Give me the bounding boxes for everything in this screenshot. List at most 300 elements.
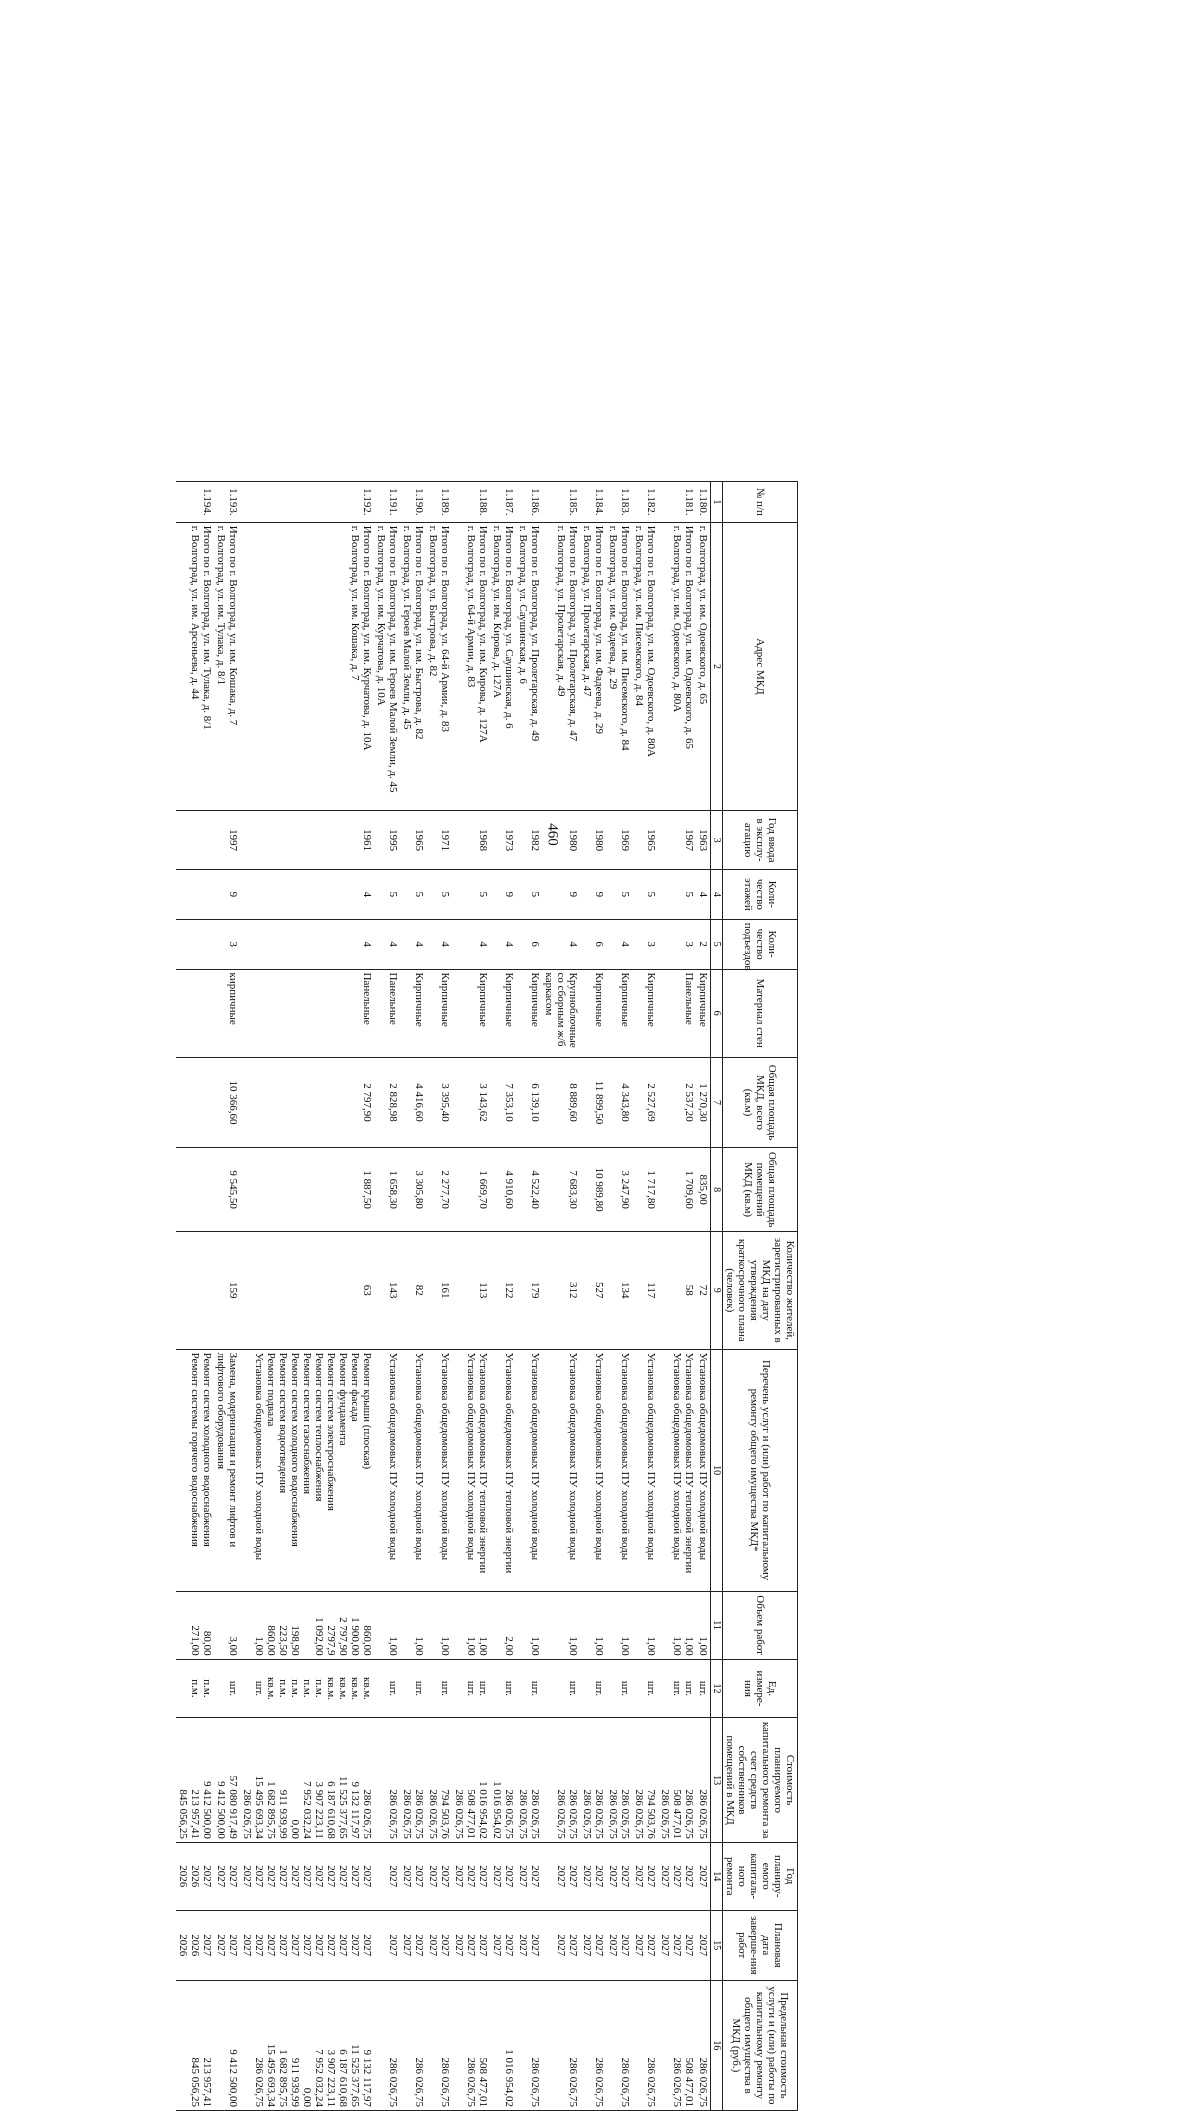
row-plan-year-line: 2027	[325, 1865, 337, 1888]
row-entrances: 3	[658, 919, 696, 969]
row-limit-cost	[606, 1980, 632, 2110]
row-address-line: г. Волгоград, ул. Пролетарская, д. 49	[555, 525, 567, 697]
row-work-volume-line: 1,00	[465, 1636, 477, 1656]
row-year-built	[176, 811, 214, 870]
row-end-date-line: 2027	[465, 1934, 477, 1957]
row-works-list-line: Ремонт системы горячего водоснабжения	[189, 1352, 201, 1547]
row-address	[580, 522, 606, 810]
row-floors: 4	[696, 870, 711, 920]
row-cost-line: 794 503,76	[439, 1789, 451, 1839]
row-end-date-line: 2027	[645, 1934, 657, 1957]
row-cost	[696, 1718, 711, 1842]
row-end-date-line: 2027	[453, 1934, 465, 1957]
row-number: 1.181.	[658, 482, 696, 523]
row-plan-year-line: 2027	[517, 1865, 529, 1888]
row-works-list-line: Установка общедомовых ПУ тепловой энергии	[683, 1352, 695, 1574]
row-limit-cost	[516, 1980, 542, 2110]
row-work-volume	[240, 1591, 374, 1659]
row-limit-cost-line: 911 939,99	[289, 2057, 301, 2107]
row-area-rooms: 1 658,30	[374, 1148, 400, 1232]
row-entrances: 4	[606, 919, 632, 969]
row-plan-year-line: 2027	[529, 1865, 541, 1888]
row-plan-year-line: 2027	[241, 1865, 253, 1888]
row-works-list	[658, 1349, 696, 1591]
row-residents: 159	[214, 1231, 240, 1349]
row-cost-line: 911 939,99	[277, 1789, 289, 1839]
row-limit-cost-line: 508 477,01	[683, 2057, 695, 2107]
row-floors: 5	[426, 870, 452, 920]
row-area-total: 6 139,10	[516, 1057, 542, 1148]
column-number-12: 12	[711, 1659, 723, 1718]
row-entrances: 4	[542, 919, 580, 969]
row-end-date-line: 2027	[253, 1934, 265, 1957]
row-work-volume	[516, 1591, 542, 1659]
row-address-line: г. Волгоград, ул. им. Кирова, д. 127А	[491, 525, 503, 698]
row-year-built: 1995	[374, 811, 400, 870]
row-limit-cost	[658, 1980, 696, 2110]
row-work-volume	[606, 1591, 632, 1659]
row-unit-line: шт.	[253, 1680, 265, 1697]
row-works-list-line: Установка общедомовых ПУ холодной воды	[439, 1352, 451, 1561]
row-address-line: г. Волгоград, ул. Быстрова, д. 82	[427, 525, 439, 677]
row-number: 1.193.	[214, 482, 240, 523]
row-work-volume-line: 1,00	[529, 1636, 541, 1656]
row-work-volume-line: 80,00	[201, 1630, 213, 1656]
row-plan-year-line: 2027	[289, 1865, 301, 1888]
row-residents: 161	[426, 1231, 452, 1349]
row-unit-line: п.м.	[313, 1679, 325, 1698]
row-cost-line: 286 026,75	[387, 1789, 399, 1839]
row-end-date	[374, 1910, 400, 1980]
row-area-rooms: 4 910,60	[490, 1148, 516, 1232]
row-entrances: 4	[490, 919, 516, 969]
row-entrances: 2	[696, 919, 711, 969]
row-plan-year	[452, 1842, 490, 1910]
row-limit-cost	[374, 1980, 400, 2110]
column-header-7: Общая площадь МКД, всего (кв.м)	[723, 1057, 798, 1148]
row-end-date-line: 2027	[491, 1934, 503, 1957]
row-plan-year	[214, 1842, 240, 1910]
column-header-13: Стоимость планируемого капитального ремонта за счет средств собственников помещений в МКД	[723, 1718, 798, 1842]
row-limit-cost-line: 213 957,41	[201, 2057, 213, 2107]
row-work-volume	[658, 1591, 696, 1659]
row-limit-cost	[632, 1980, 658, 2110]
row-limit-cost-line: 286 026,75	[413, 2057, 425, 2107]
row-unit-line: шт.	[227, 1680, 239, 1697]
row-unit-line: кв.м.	[265, 1676, 277, 1700]
row-year-built: 1961	[240, 811, 374, 870]
row-address-line: Итого по г. Волгоград, ул. им. Быстрова, д. 82	[413, 525, 425, 740]
row-work-volume	[580, 1591, 606, 1659]
row-work-volume-line: 1,00	[253, 1636, 265, 1656]
row-area-rooms: 9 545,50	[214, 1148, 240, 1232]
row-area-rooms: 3 305,80	[400, 1148, 426, 1232]
row-end-date-line: 2027	[337, 1934, 349, 1957]
row-plan-year	[240, 1842, 374, 1910]
row-floors: 5	[516, 870, 542, 920]
row-plan-year-line: 2027	[427, 1865, 439, 1888]
row-area-rooms: 835,00	[696, 1148, 711, 1232]
row-floors: 9	[490, 870, 516, 920]
row-address-line: г. Волгоград, ул. им. Кошака, д. 7	[349, 525, 361, 681]
row-works-list	[516, 1349, 542, 1591]
row-floors: 5	[632, 870, 658, 920]
row-floors	[176, 870, 214, 920]
row-plan-year-line: 2027	[683, 1865, 695, 1888]
row-address-line: Итого по г. Волгоград, ул. им. Курчатова, д. 10А	[361, 525, 373, 751]
row-area-total: 10 366,60	[214, 1057, 240, 1148]
row-work-volume-line: 198,90	[289, 1625, 301, 1656]
row-end-date	[214, 1910, 240, 1980]
row-plan-year-line: 2027	[313, 1865, 325, 1888]
row-cost-line: 286 026,75	[593, 1789, 605, 1839]
row-limit-cost-line: 15 495 693,34	[265, 2043, 277, 2107]
row-address-line: Итого по г. Волгоград, ул. им. Одоевского, д. 65	[683, 525, 695, 750]
row-unit	[580, 1659, 606, 1718]
table-row	[214, 482, 240, 2111]
row-unit	[632, 1659, 658, 1718]
row-limit-cost	[490, 1980, 516, 2110]
row-end-date-line: 2027	[227, 1934, 239, 1957]
row-area-rooms: 1 887,50	[240, 1148, 374, 1232]
row-address	[516, 522, 542, 810]
row-works-list-line: Установка общедомовых ПУ холодной воды	[593, 1352, 605, 1561]
row-plan-year-line: 2027	[607, 1865, 619, 1888]
row-residents: 527	[580, 1231, 606, 1349]
row-plan-year-line: 2027	[361, 1865, 373, 1888]
row-address-line: Итого по г. Волгоград, ул. им. Тулака, д. 8/1	[201, 525, 213, 730]
table-row	[426, 482, 452, 2111]
row-residents: 179	[516, 1231, 542, 1349]
row-end-date-line: 2027	[313, 1934, 325, 1957]
row-cost	[240, 1718, 374, 1842]
row-plan-year-line: 2027	[201, 1865, 213, 1888]
row-end-date	[696, 1910, 711, 1980]
row-end-date-line: 2027	[301, 1934, 313, 1957]
row-plan-year-line: 2027	[439, 1865, 451, 1888]
row-work-volume-line: 3,00	[227, 1636, 239, 1656]
column-number-4: 4	[711, 870, 723, 920]
column-header-8: Общая площадь помещений МКД (кв.м)	[723, 1148, 798, 1232]
row-cost-line: 3 907 223,11	[313, 1781, 325, 1839]
row-floors: 5	[658, 870, 696, 920]
row-entrances: 4	[426, 919, 452, 969]
row-address	[452, 522, 490, 810]
row-area-total: 2 527,69	[632, 1057, 658, 1148]
row-works-list	[400, 1349, 426, 1591]
row-unit	[542, 1659, 580, 1718]
row-wall-material: Кирпичные	[632, 969, 658, 1057]
column-header-5: Коли-чество подъездов	[723, 919, 798, 969]
row-year-built: 1980	[542, 811, 580, 870]
row-end-date	[400, 1910, 426, 1980]
row-plan-year	[696, 1842, 711, 1910]
row-cost-line: 6 187 610,68	[325, 1781, 337, 1839]
row-entrances: 6	[516, 919, 542, 969]
row-cost-line: 1 682 895,75	[265, 1781, 277, 1839]
row-floors: 9	[580, 870, 606, 920]
row-address	[214, 522, 240, 810]
row-plan-year-line: 2027	[349, 1865, 361, 1888]
row-limit-cost	[214, 1980, 240, 2110]
column-header-12: Ед. измере-ния	[723, 1659, 798, 1718]
row-floors: 5	[374, 870, 400, 920]
row-limit-cost-line: 845 056,25	[189, 2057, 201, 2107]
row-limit-cost-line: 1 016 954,02	[503, 2049, 515, 2107]
row-area-total: 2 537,20	[658, 1057, 696, 1148]
row-unit-line: кв.м.	[337, 1676, 349, 1700]
table-row	[374, 482, 400, 2111]
row-works-list-line: Замена, модернизация и ремонт лифтов и лифтового оборудования	[215, 1352, 239, 1548]
row-plan-year	[516, 1842, 542, 1910]
row-address	[606, 522, 632, 810]
row-address-line: г. Волгоград, ул. им. Одоевского, д. 80А	[671, 525, 683, 713]
row-end-date-line: 2027	[683, 1934, 695, 1957]
row-limit-cost-line: 286 026,75	[465, 2057, 477, 2107]
row-unit	[696, 1659, 711, 1718]
row-limit-cost	[400, 1980, 426, 2110]
row-plan-year	[176, 1842, 214, 1910]
row-work-volume-line: 860,00	[361, 1625, 373, 1656]
row-cost-line: 286 026,75	[401, 1789, 413, 1839]
row-year-built: 1997	[214, 811, 240, 870]
column-header-15: Плановая дата заверше-ния работ	[723, 1910, 798, 1980]
row-unit-line: шт.	[593, 1680, 605, 1697]
row-address-line: г. Волгоград, ул. Саушинская, д. 6	[517, 525, 529, 684]
table-row	[696, 482, 711, 2111]
row-wall-material: Панельные	[374, 969, 400, 1057]
row-cost	[176, 1718, 214, 1842]
row-cost	[452, 1718, 490, 1842]
row-residents: 82	[400, 1231, 426, 1349]
row-plan-year-line: 2027	[277, 1865, 289, 1888]
row-cost-line: 286 026,75	[361, 1789, 373, 1839]
column-header-9: Количество жителей, зарегистрированных в МКД на дату утверждения краткосрочного плана (человек)	[723, 1231, 798, 1349]
row-cost-line: 7 952 032,24	[301, 1781, 313, 1839]
row-works-list-line: Установка общедомовых ПУ холодной воды	[413, 1352, 425, 1561]
row-works-list	[374, 1349, 400, 1591]
row-plan-year-line: 2027	[387, 1865, 399, 1888]
row-year-built: 1965	[632, 811, 658, 870]
row-works-list	[490, 1349, 516, 1591]
row-number: 1.180.	[696, 482, 711, 523]
row-wall-material	[176, 969, 214, 1057]
row-address-line: г. Волгоград, ул. Пролетарская, д. 47	[581, 525, 593, 697]
row-works-list	[240, 1349, 374, 1591]
row-works-list-line: Ремонт подвала	[265, 1352, 277, 1427]
row-unit-line: шт.	[683, 1680, 695, 1697]
row-end-date-line: 2027	[697, 1934, 709, 1957]
row-end-date-line: 2026	[177, 1934, 189, 1957]
row-cost-line: 286 026,75	[619, 1789, 631, 1839]
row-plan-year	[426, 1842, 452, 1910]
row-works-list	[696, 1349, 711, 1591]
header-row	[723, 482, 798, 2111]
row-end-date-line: 2027	[517, 1934, 529, 1957]
row-area-rooms: 1 717,80	[632, 1148, 658, 1232]
row-floors: 9	[214, 870, 240, 920]
row-address-line: Итого по г. Волгоград, ул. Саушинская, д. 6	[503, 525, 515, 729]
row-end-date-line: 2027	[361, 1934, 373, 1957]
row-end-date-line: 2027	[241, 1934, 253, 1957]
row-address	[632, 522, 658, 810]
row-unit	[658, 1659, 696, 1718]
row-cost-line: 286 026,75	[683, 1789, 695, 1839]
row-cost	[632, 1718, 658, 1842]
row-cost	[580, 1718, 606, 1842]
row-address-line: г. Волгоград, ул. им. Фадеева, д. 29	[607, 525, 619, 690]
row-plan-year-line: 2027	[593, 1865, 605, 1888]
row-cost	[490, 1718, 516, 1842]
row-area-rooms: 3 247,90	[606, 1148, 632, 1232]
row-area-total: 7 353,10	[490, 1057, 516, 1148]
row-year-built: 1969	[606, 811, 632, 870]
row-plan-year	[374, 1842, 400, 1910]
row-cost	[658, 1718, 696, 1842]
row-number: 1.191.	[374, 482, 400, 523]
row-works-list-line: Установка общедомовых ПУ холодной воды	[253, 1352, 265, 1561]
column-number-11: 11	[711, 1591, 723, 1659]
row-area-total: 3 395,40	[426, 1057, 452, 1148]
row-end-date-line: 2027	[477, 1934, 489, 1957]
row-plan-year-line: 2027	[503, 1865, 515, 1888]
row-unit-line: п.м.	[301, 1679, 313, 1698]
row-cost	[374, 1718, 400, 1842]
row-floors: 5	[452, 870, 490, 920]
row-cost	[214, 1718, 240, 1842]
row-number: 1.194.	[176, 482, 214, 523]
row-work-volume-line: 1,00	[671, 1636, 683, 1656]
row-work-volume-line: 1 900,00	[349, 1617, 361, 1656]
row-cost-line: 213 957,41	[189, 1789, 201, 1839]
row-limit-cost-line: 286 026,75	[593, 2057, 605, 2107]
row-wall-material: Кирпичные	[452, 969, 490, 1057]
row-wall-material: Кирпичные	[490, 969, 516, 1057]
row-unit	[240, 1659, 374, 1718]
row-plan-year	[658, 1842, 696, 1910]
row-cost	[516, 1718, 542, 1842]
row-address-line: Итого по г. Волгоград, ул. Пролетарская, д. 49	[529, 525, 541, 742]
row-unit-line: шт.	[645, 1680, 657, 1697]
row-address	[426, 522, 452, 810]
row-work-volume	[452, 1591, 490, 1659]
row-wall-material: Кирпичные	[606, 969, 632, 1057]
row-residents: 134	[606, 1231, 632, 1349]
row-limit-cost-line: 286 026,75	[619, 2057, 631, 2107]
row-wall-material: Кирпичные	[696, 969, 711, 1057]
row-plan-year-line: 2027	[413, 1865, 425, 1888]
row-plan-year-line: 2027	[645, 1865, 657, 1888]
row-end-date-line: 2027	[201, 1934, 213, 1957]
row-end-date-line: 2027	[633, 1934, 645, 1957]
row-works-list-line: Ремонт систем холодного водоснабжения	[201, 1352, 213, 1547]
row-works-list	[580, 1349, 606, 1591]
table-row	[452, 482, 490, 2111]
row-limit-cost-line: 286 026,75	[697, 2057, 709, 2107]
row-end-date	[176, 1910, 214, 1980]
row-area-rooms: 4 522,40	[516, 1148, 542, 1232]
row-work-volume-line: 223,50	[277, 1625, 289, 1656]
row-residents: 312	[542, 1231, 580, 1349]
row-works-list-line: Ремонт крыши (плоская)	[361, 1352, 373, 1470]
row-entrances	[176, 919, 214, 969]
row-unit-line: кв.м.	[349, 1676, 361, 1700]
row-works-list-line: Установка общедомовых ПУ холодной воды	[387, 1352, 399, 1561]
row-unit	[214, 1659, 240, 1718]
row-work-volume	[214, 1591, 240, 1659]
row-works-list	[606, 1349, 632, 1591]
row-work-volume	[490, 1591, 516, 1659]
row-plan-year-line: 2027	[659, 1865, 671, 1888]
row-works-list-line: Ремонт систем холодного водоснабжения	[289, 1352, 301, 1547]
row-limit-cost	[240, 1980, 374, 2110]
row-unit	[400, 1659, 426, 1718]
row-cost-line: 286 026,75	[529, 1789, 541, 1839]
row-cost-line: 794 503,76	[645, 1789, 657, 1839]
row-works-list	[214, 1349, 240, 1591]
row-plan-year-line: 2027	[477, 1865, 489, 1888]
row-cost-line: 286 026,75	[567, 1789, 579, 1839]
row-unit-line: шт.	[477, 1680, 489, 1697]
row-residents: 117	[632, 1231, 658, 1349]
row-work-volume	[542, 1591, 580, 1659]
row-end-date-line: 2027	[427, 1934, 439, 1957]
row-work-volume-line: 1,00	[619, 1636, 631, 1656]
row-work-volume-line: 1,00	[477, 1636, 489, 1656]
row-cost	[542, 1718, 580, 1842]
row-address	[490, 522, 516, 810]
row-floors: 9	[542, 870, 580, 920]
row-end-date	[580, 1910, 606, 1980]
row-end-date-line: 2027	[265, 1934, 277, 1957]
row-number: 1.188.	[452, 482, 490, 523]
row-plan-year-line: 2027	[633, 1865, 645, 1888]
table-header	[711, 482, 798, 2111]
row-limit-cost-line: 508 477,01	[477, 2057, 489, 2107]
column-number-9: 9	[711, 1231, 723, 1349]
row-end-date-line: 2027	[555, 1934, 567, 1957]
row-area-rooms: 10 989,80	[580, 1148, 606, 1232]
row-cost-line: 9 412 500,00	[215, 1781, 227, 1839]
row-unit-line: шт.	[529, 1680, 541, 1697]
row-end-date	[658, 1910, 696, 1980]
row-plan-year-line: 2027	[697, 1865, 709, 1888]
row-year-built: 1967	[658, 811, 696, 870]
row-year-built: 1980	[580, 811, 606, 870]
row-cost-line: 286 026,75	[503, 1789, 515, 1839]
row-number: 1.183.	[606, 482, 632, 523]
row-end-date-line: 2027	[325, 1934, 337, 1957]
row-plan-year-line: 2027	[581, 1865, 593, 1888]
table-row	[400, 482, 426, 2111]
row-cost-line: 286 026,75	[413, 1789, 425, 1839]
column-number-16: 16	[711, 1980, 723, 2110]
row-works-list-line: Установка общедомовых ПУ тепловой энергии	[503, 1352, 515, 1574]
row-unit-line: шт.	[619, 1680, 631, 1697]
row-unit-line: шт.	[671, 1680, 683, 1697]
row-address	[240, 522, 374, 810]
row-address-line: Итого по г. Волгоград, ул. им. Кирова, д. 127А	[477, 525, 489, 743]
column-number-row	[711, 482, 723, 2111]
row-cost-line: 286 026,75	[453, 1789, 465, 1839]
column-number-15: 15	[711, 1910, 723, 1980]
row-area-total: 8 889,60	[542, 1057, 580, 1148]
row-year-built: 1982	[516, 811, 542, 870]
row-address	[176, 522, 214, 810]
row-residents: 58	[658, 1231, 696, 1349]
row-works-list-line: Ремонт фундамента	[337, 1352, 349, 1446]
table-row	[632, 482, 658, 2111]
